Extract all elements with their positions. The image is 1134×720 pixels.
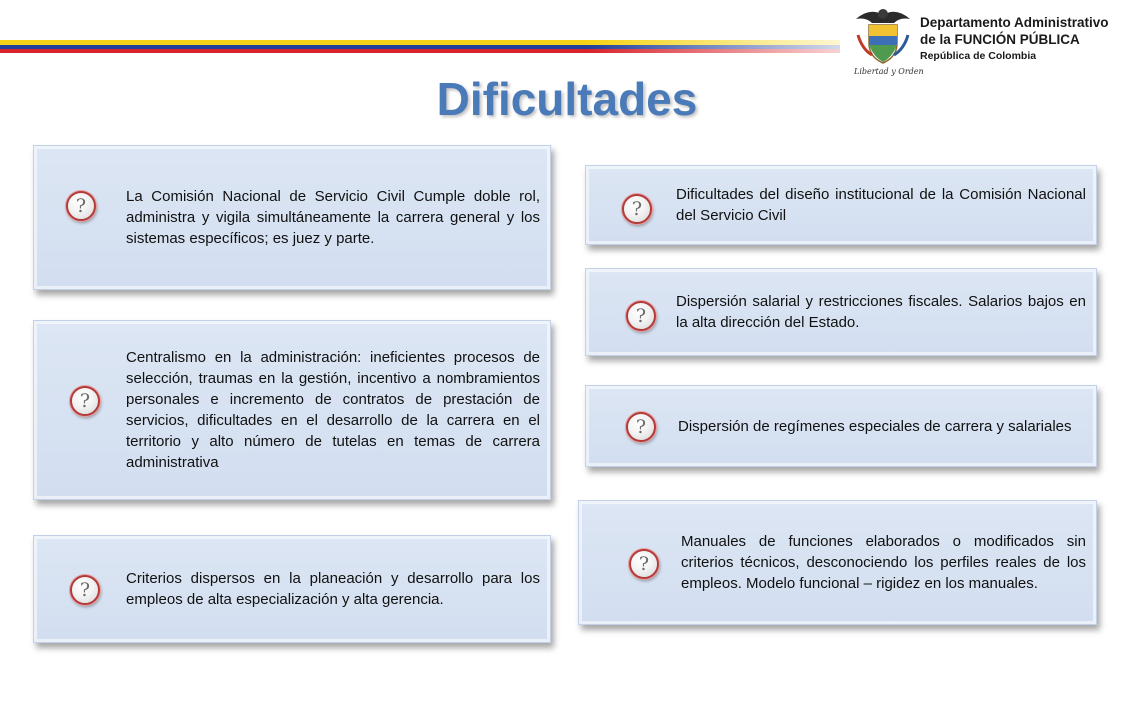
coat-of-arms-icon xyxy=(852,5,914,67)
question-icon: ? xyxy=(70,386,100,416)
difficulty-card xyxy=(33,145,551,290)
question-icon: ? xyxy=(622,194,652,224)
institution-logo xyxy=(848,5,1128,80)
difficulty-text: Centralismo en la administración: ineficientes procesos de selección, traumas en la gestión, incentivo a nombramientos personales e incremento de contratos de prestación de servicios, dificultades en el desarrollo de la carrera en el territorio y alto número de tutelas en temas de carrera administrativa xyxy=(126,349,540,471)
difficulty-text: Criterios dispersos en la planeación y desarrollo para los empleos de alta especialización y alta gerencia. xyxy=(126,570,540,608)
question-icon: ? xyxy=(626,301,656,331)
difficulty-text: Dificultades del diseño institucional de la Comisión Nacional del Servicio Civil xyxy=(676,186,1086,224)
page-title: Dificultades xyxy=(436,73,698,125)
difficulty-text: La Comisión Nacional de Servicio Civil Cumple doble rol, administra y vigila simultáneamente la carrera general y los sistemas específicos; es juez y parte. xyxy=(126,188,540,247)
difficulty-text: Manuales de funciones elaborados o modificados sin criterios técnicos, desconociendo los perfiles reales de los empleos. Modelo funcional – rigidez en los manuales. xyxy=(681,533,1086,592)
difficulty-card xyxy=(585,268,1097,356)
difficulty-text: Dispersión salarial y restricciones fiscales. Salarios bajos en la alta dirección del Estado. xyxy=(676,293,1086,331)
question-icon: ? xyxy=(626,412,656,442)
difficulty-card xyxy=(33,535,551,643)
flag-stripes xyxy=(0,40,840,53)
flag-stripe-red xyxy=(0,49,840,53)
difficulty-card xyxy=(33,320,551,500)
question-icon: ? xyxy=(629,549,659,579)
org-country: República de Colombia xyxy=(920,50,1037,62)
motto-text: Libertad y Orden xyxy=(854,67,924,76)
difficulty-card xyxy=(585,385,1097,467)
difficulty-card xyxy=(578,500,1097,625)
question-icon: ? xyxy=(66,191,96,221)
difficulty-text: Dispersión de regímenes especiales de carrera y salariales xyxy=(678,417,1072,435)
org-name-line1: Departamento Administrativo xyxy=(920,15,1109,30)
question-icon: ? xyxy=(70,575,100,605)
org-name-line2: de la FUNCIÓN PÚBLICA xyxy=(920,32,1080,47)
difficulty-card xyxy=(585,165,1097,245)
